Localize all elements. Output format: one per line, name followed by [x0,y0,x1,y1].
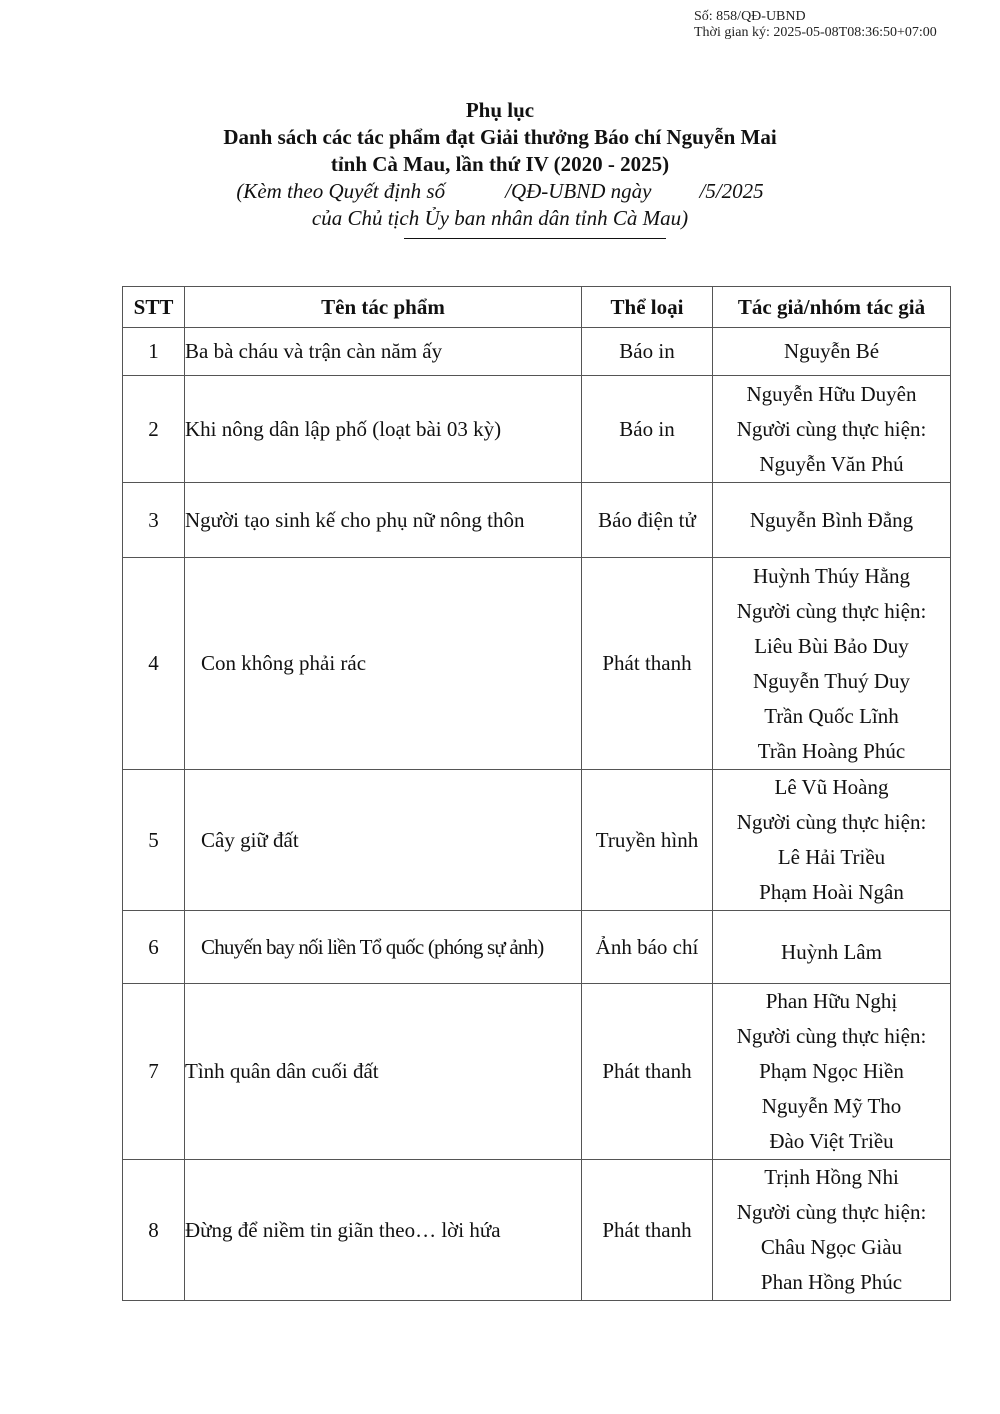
author-name: Đào Việt Triều [769,1129,894,1153]
table-row [123,911,951,984]
row-authors [713,770,951,911]
awards-table [122,286,951,1301]
author-name: Liêu Bùi Bảo Duy [754,633,909,658]
author-name: Phan Hồng Phúc [760,1270,903,1294]
row-authors [713,376,951,483]
row-stt: 6 [123,911,185,984]
row-title: Cây giữ đất [185,770,582,911]
row-title: Khi nông dân lập phố (loạt bài 03 kỳ) [185,376,582,483]
row-stt: 4 [123,558,185,770]
co-author-label: Người cùng thực hiện: [736,1024,927,1048]
table-row [123,376,951,483]
row-authors [713,328,951,376]
author-name: Trịnh Hồng Nhi [764,1165,899,1189]
row-title: Đừng để niềm tin giãn theo… lời hứa [185,1160,582,1301]
author-name: Phan Hữu Nghị [765,989,898,1013]
table-row [123,328,951,376]
row-genre: Phát thanh [582,558,713,770]
author-name: Trần Hoàng Phúc [757,738,906,763]
issuer-line: của Chủ tịch Ủy ban nhân dân tỉnh Cà Mau) [311,206,689,230]
header-genre: Thể loại [582,287,713,328]
header-authors: Tác giả/nhóm tác giả [713,287,951,328]
table-row [123,483,951,558]
signed-time: Thời gian ký: 2025-05-08T08:36:50+07:00 [694,25,937,40]
reference-date: /5/2025 [699,179,764,203]
author-name: Nguyễn Bình Đẳng [749,507,914,532]
header-stt: STT [123,287,185,328]
reference-decision-label: (Kèm theo Quyết định số [236,179,446,203]
row-genre: Phát thanh [582,1160,713,1301]
row-authors [713,483,951,558]
decision-number: Số: 858/QĐ-UBND [694,9,806,24]
row-title: Ba bà cháu và trận càn năm ấy [185,328,582,376]
header-title: Tên tác phẩm [185,287,582,328]
author-name: Châu Ngọc Giàu [760,1235,903,1259]
author-name: Nguyễn Hữu Duyên [746,381,917,406]
co-author-label: Người cùng thực hiện: [736,1200,927,1224]
row-title: Tình quân dân cuối đất [185,984,582,1160]
list-subtitle: tỉnh Cà Mau, lần thứ IV (2020 - 2025) [330,152,670,176]
row-stt: 8 [123,1160,185,1301]
reference-line [0,178,1000,205]
author-name: Nguyễn Bé [783,339,880,363]
co-author-label: Người cùng thực hiện: [736,416,927,441]
row-genre: Truyền hình [582,770,713,911]
row-title: Người tạo sinh kế cho phụ nữ nông thôn [185,483,582,558]
digital-signature-stamp [694,9,937,41]
row-stt: 3 [123,483,185,558]
co-author-label: Người cùng thực hiện: [736,810,927,834]
author-name: Huỳnh Lâm [781,939,882,964]
author-name: Huỳnh Thúy Hằng [752,563,911,588]
row-title: Con không phải rác [185,558,582,770]
document-heading [0,97,1000,232]
row-stt: 2 [123,376,185,483]
row-genre: Báo in [582,328,713,376]
row-authors [713,984,951,1160]
author-name: Phạm Hoài Ngân [759,880,904,904]
row-stt: 1 [123,328,185,376]
heading-divider [404,238,666,239]
row-genre: Phát thanh [582,984,713,1160]
author-name: Lê Hải Triều [777,845,886,869]
author-name: Nguyễn Mỹ Tho [761,1094,902,1118]
author-name: Phạm Ngọc Hiền [759,1059,904,1083]
table-row [123,1160,951,1301]
table-row [123,984,951,1160]
author-name: Nguyễn Thuý Duy [752,668,911,693]
row-title: Chuyến bay nối liền Tổ quốc (phóng sự ảnh) [185,911,582,984]
row-authors [713,911,951,984]
author-name: Trần Quốc Lĩnh [764,703,899,728]
row-genre: Báo in [582,376,713,483]
row-authors [713,558,951,770]
table-row [123,770,951,911]
row-genre: Báo điện tử [582,483,713,558]
appendix-title: Phụ lục [465,98,535,122]
row-authors [713,1160,951,1301]
list-title: Danh sách các tác phẩm đạt Giải thưởng Báo chí Nguyễn Mai [223,125,777,149]
row-stt: 7 [123,984,185,1160]
row-stt: 5 [123,770,185,911]
co-author-label: Người cùng thực hiện: [736,598,927,623]
table-row [123,558,951,770]
author-name: Nguyễn Văn Phú [759,451,904,476]
reference-decision-code: /QĐ-UBND ngày [505,179,652,203]
table-header-row [123,287,951,328]
row-genre: Ảnh báo chí [582,911,713,984]
author-name: Lê Vũ Hoàng [774,775,889,799]
